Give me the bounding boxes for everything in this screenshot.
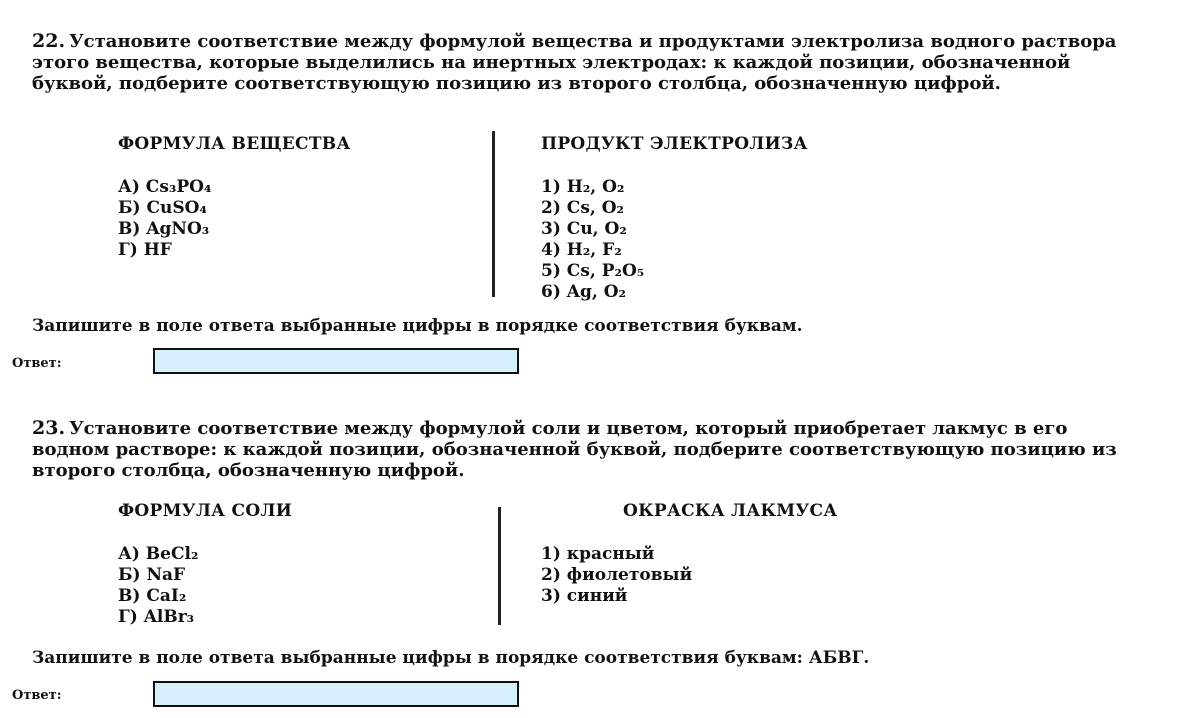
q22-left-header: ФОРМУЛА ВЕЩЕСТВА <box>118 134 351 154</box>
q22-left-column <box>118 134 351 261</box>
q23-instruction: Запишите в поле ответа выбранные цифры в порядке соответствия буквам: АБВГ. <box>32 648 870 668</box>
q22-left-item-v: В) AgNO₃ <box>118 219 210 239</box>
question-22-number: 22. <box>32 30 66 52</box>
q22-left-item-b: Б) CuSO₄ <box>118 198 207 218</box>
q22-right-item-3: 3) Cu, O₂ <box>541 219 627 239</box>
q22-answer-field[interactable] <box>153 348 519 374</box>
q23-left-item-g: Г) AlBr₃ <box>118 607 195 627</box>
q23-right-header: ОКРАСКА ЛАКМУСА <box>623 501 838 521</box>
q22-right-column <box>541 134 808 303</box>
q23-left-item-a: А) BeCl₂ <box>118 544 199 564</box>
q23-right-item-2: 2) фиолетовый <box>541 565 693 585</box>
q22-right-header: ПРОДУКТ ЭЛЕКТРОЛИЗА <box>541 134 808 154</box>
question-23-number: 23. <box>32 417 66 439</box>
question-22-stem <box>32 31 1142 94</box>
q23-left-header: ФОРМУЛА СОЛИ <box>118 501 293 521</box>
q23-answer-label: Ответ: <box>12 688 62 703</box>
question-23-text: Установите соответствие между формулой соли и цветом, который приобретает лакмус в его водном растворе: к каждой позиции, обозначенной буквой, подберите соответствующую позицию из второго столбца, обозначенную цифрой. <box>32 418 1117 481</box>
q23-left-column <box>118 501 292 628</box>
q22-right-item-1: 1) H₂, O₂ <box>541 177 625 197</box>
q22-right-item-4: 4) H₂, F₂ <box>541 240 622 260</box>
q22-left-item-a: А) Cs₃PO₄ <box>118 177 212 197</box>
q22-instruction: Запишите в поле ответа выбранные цифры в порядке соответствия буквам. <box>32 316 803 336</box>
q22-right-item-6: 6) Ag, O₂ <box>541 282 626 302</box>
q22-column-divider <box>492 131 495 297</box>
q22-right-item-5: 5) Cs, P₂O₅ <box>541 261 645 281</box>
q22-right-item-2: 2) Cs, O₂ <box>541 198 624 218</box>
q23-right-item-1: 1) красный <box>541 544 655 564</box>
q23-column-divider <box>498 507 501 625</box>
question-22-text: Установите соответствие между формулой вещества и продуктами электролиза водного раствора этого вещества, которые выделились на инертных электродах: к каждой позиции, обозначенной буквой, подберите соответствующую позицию из второго столбца, обозначенную цифрой. <box>32 31 1117 94</box>
q23-right-column <box>541 501 838 607</box>
q23-left-item-v: В) CaI₂ <box>118 586 187 606</box>
question-23-stem <box>32 418 1142 481</box>
question-22 <box>32 31 1142 94</box>
q22-answer-label: Ответ: <box>12 356 62 371</box>
q23-answer-field[interactable] <box>153 681 519 707</box>
q23-right-item-3: 3) синий <box>541 586 628 606</box>
question-23 <box>32 418 1142 481</box>
q23-left-item-b: Б) NaF <box>118 565 186 585</box>
q22-left-item-g: Г) HF <box>118 240 172 260</box>
